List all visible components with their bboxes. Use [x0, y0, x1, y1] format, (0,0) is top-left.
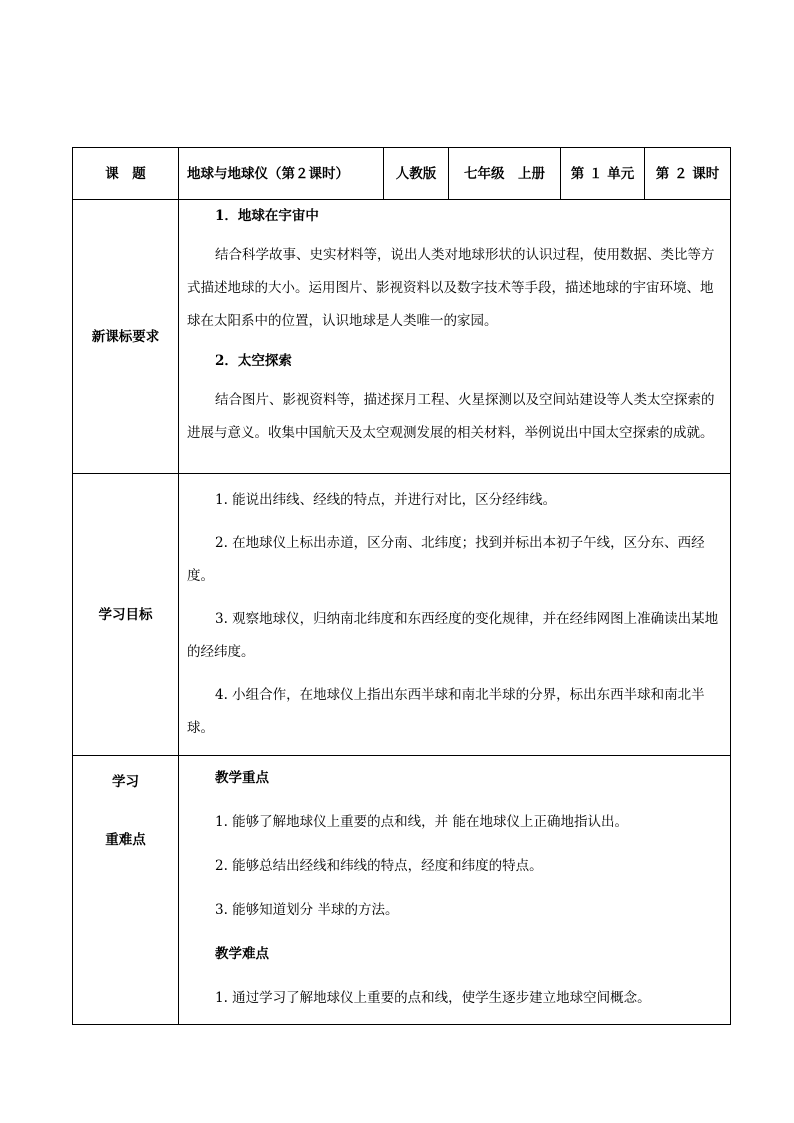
- teaching-focus-item: 1. 能够了解地球仪上重要的点和线，并 能在地球仪上正确地指认出。: [215, 814, 628, 830]
- teaching-difficulty-item: 1. 通过学习了解地球仪上重要的点和线，使学生逐步建立地球空间概念。: [215, 990, 651, 1006]
- unit: 第 １ 单元: [561, 148, 645, 200]
- lesson-plan-table: [72, 147, 731, 1025]
- curriculum-section-title: 2．太空探索: [215, 353, 292, 369]
- curriculum-section-text: 结合科学故事、史实材料等，说出人类对地球形状的认识过程，使用数据、类比等方式描述地球的大小。运用图片、影视资料以及数字技术等手段，描述地球的宇宙环境、地球在太阳系中的位置，认识地球是人类唯一的家园。: [187, 247, 715, 329]
- key-points-label-line1: 学习: [112, 774, 139, 790]
- objective-item: 4. 小组合作，在地球仪上指出东西半球和南北半球的分界，标出东西半球和南北半球。: [187, 687, 705, 736]
- curriculum-row: [73, 200, 731, 474]
- key-points-label-line2: 重难点: [105, 832, 146, 848]
- edition: 人教版: [384, 148, 449, 200]
- lesson-label: 课 题: [73, 148, 179, 200]
- objectives-label: 学习目标: [73, 474, 179, 756]
- period: 第 ２ 课时: [645, 148, 731, 200]
- objective-item: 3. 观察地球仪，归纳南北纬度和东西经度的变化规律，并在经纬网图上准确读出某地的经纬度。: [187, 611, 719, 660]
- teaching-difficulty-title: 教学难点: [215, 946, 269, 962]
- key-points-content: [179, 756, 731, 1025]
- key-points-row: [73, 756, 731, 1025]
- grade: 七年级 上册: [449, 148, 561, 200]
- teaching-focus-item: 3. 能够知道划分 半球的方法。: [215, 902, 399, 918]
- curriculum-section-title: 1．地球在宇宙中: [215, 208, 319, 224]
- lesson-title: 地球与地球仪（第２课时）: [179, 148, 384, 200]
- objective-item: 2. 在地球仪上标出赤道，区分南、北纬度；找到并标出本初子午线，区分东、西经度。: [187, 535, 705, 584]
- curriculum-section-text: 结合图片、影视资料等，描述探月工程、火星探测以及空间站建设等人类太空探索的进展与意义。收集中国航天及太空观测发展的相关材料，举例说出中国太空探索的成就。: [187, 392, 715, 441]
- curriculum-content: [179, 200, 731, 474]
- teaching-focus-title: 教学重点: [215, 770, 269, 786]
- curriculum-label: 新课标要求: [73, 200, 179, 474]
- objectives-row: [73, 474, 731, 756]
- objective-item: 1. 能说出纬线、经线的特点，并进行对比，区分经纬线。: [215, 492, 557, 508]
- header-row: [73, 148, 731, 200]
- key-points-label: [73, 756, 179, 1025]
- objectives-content: [179, 474, 731, 756]
- teaching-focus-item: 2. 能够总结出经线和纬线的特点，经度和纬度的特点。: [215, 858, 543, 874]
